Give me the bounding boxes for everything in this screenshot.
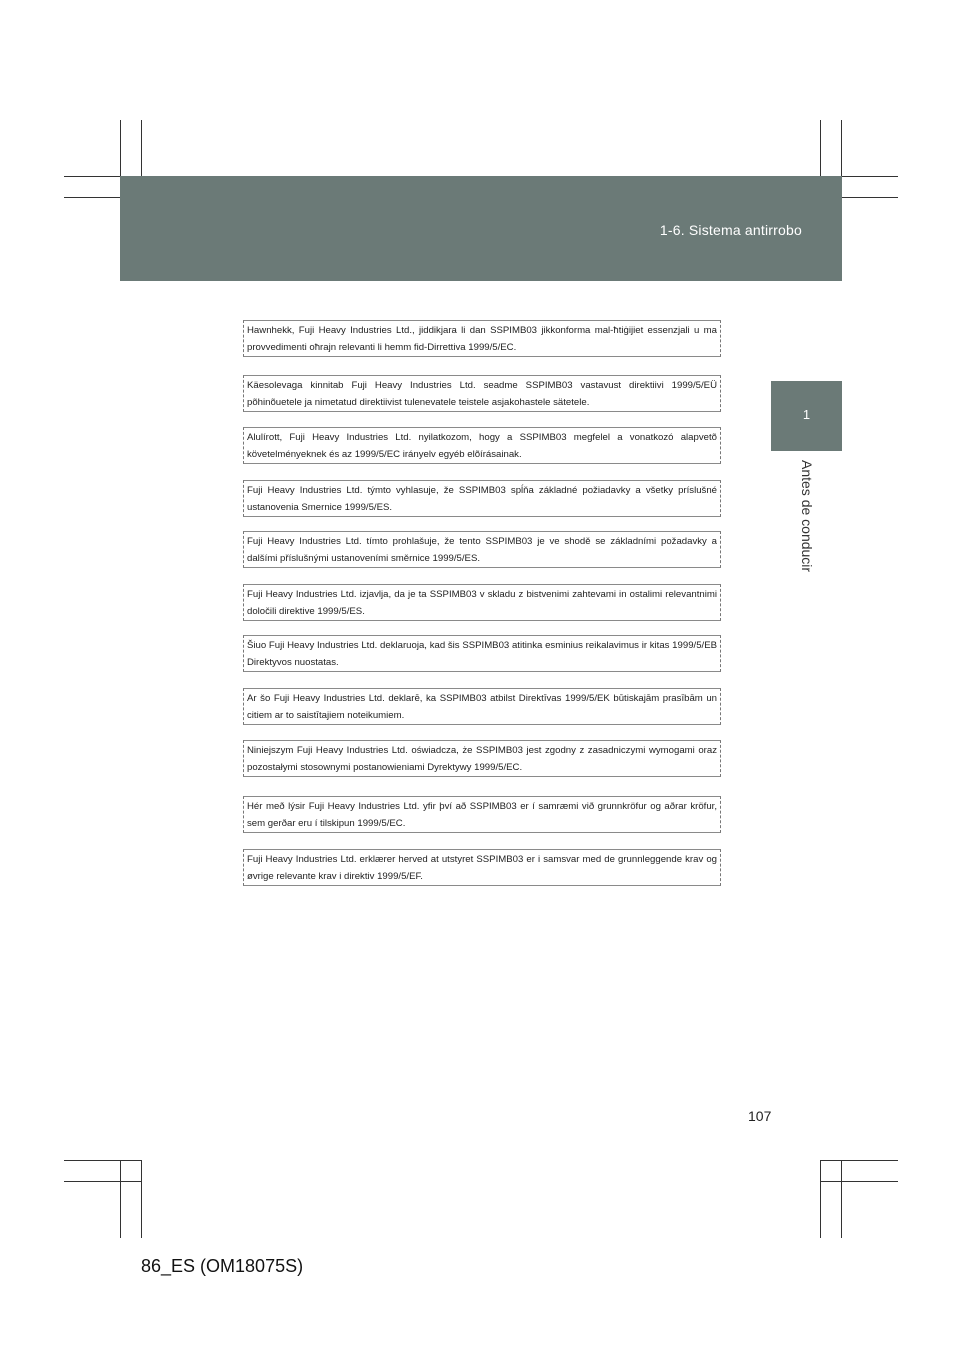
declaration-box: Šiuo Fuji Heavy Industries Ltd. deklaruoja, kad šis SSPIMB03 atitinka esminius reikalavimus ir kitas 1999/5/EB Direktyvos nuostatas. [243, 635, 721, 672]
crop-mark [64, 1181, 142, 1182]
declaration-box: Hawnhekk, Fuji Heavy Industries Ltd., jiddikjara li dan SSPIMB03 jikkonforma mal-ħtiġijiet essenzjali u ma provvedimenti oħrajn relevanti li hemm fid-Dirrettiva 1999/5/EC. [243, 320, 721, 357]
chapter-label [772, 460, 842, 620]
declaration-box: Käesolevaga kinnitab Fuji Heavy Industries Ltd. seadme SSPIMB03 vastavust direktiivi 1999/5/EÜ põhinõuetele ja nimetatud direktiivist tulenevatele teistele asjakohastele sätetele. [243, 375, 721, 412]
crop-mark [141, 1160, 142, 1238]
crop-mark [820, 1160, 821, 1238]
document-code: 86_ES (OM18075S) [141, 1256, 304, 1276]
crop-mark [120, 1160, 121, 1238]
crop-mark [820, 1181, 898, 1182]
chapter-tab [771, 381, 842, 451]
chapter-number: 1 [802, 407, 811, 422]
declaration-box: Ar šo Fuji Heavy Industries Ltd. deklarē, ka SSPIMB03 atbilst Direktīvas 1999/5/EK būtiskajām prasībām un citiem ar to saistītajiem noteikumiem. [243, 688, 721, 725]
declaration-box: Fuji Heavy Industries Ltd. erklærer herved at utstyret SSPIMB03 er i samsvar med de grunnleggende krav og øvrige relevante krav i direktiv 1999/5/EF. [243, 849, 721, 886]
header-band [120, 176, 842, 281]
declaration-box: Hér með lýsir Fuji Heavy Industries Ltd. yfir því að SSPIMB03 er í samræmi við grunnkröfur og aðrar kröfur, sem gerðar eru í tilskipun 1999/5/EC. [243, 796, 721, 833]
page-number: 107 [748, 1108, 772, 1124]
declaration-box: Niniejszym Fuji Heavy Industries Ltd. oświadcza, że SSPIMB03 jest zgodny z zasadniczymi wymogami oraz pozostałymi stosownymi postanowieniami Dyrektywy 1999/5/EC. [243, 740, 721, 777]
declaration-box: Fuji Heavy Industries Ltd. tímto prohlašuje, že tento SSPIMB03 je ve shodě se základními požadavky a dalšími příslušnými ustanoveními směrnice 1999/5/ES. [243, 531, 721, 568]
crop-mark [820, 1160, 898, 1161]
declaration-box: Fuji Heavy Industries Ltd. izjavlja, da je ta SSPIMB03 v skladu z bistvenimi zahtevami in ostalimi relevantnimi določili direktive 1999/5/ES. [243, 584, 721, 621]
chapter-label-text: Antes de conducir [799, 460, 815, 573]
section-title: 1-6. Sistema antirrobo [659, 222, 802, 238]
crop-mark [841, 1160, 842, 1238]
declaration-box: Alulírott, Fuji Heavy Industries Ltd. nyilatkozom, hogy a SSPIMB03 megfelel a vonatkozó alapvetõ követelményeknek és az 1999/5/EC irányelv egyéb elõírásainak. [243, 427, 721, 464]
declaration-box: Fuji Heavy Industries Ltd. týmto vyhlasuje, že SSPIMB03 spĺňa základné požiadavky a všetky príslušné ustanovenia Smernice 1999/5/ES. [243, 480, 721, 517]
crop-mark [64, 1160, 142, 1161]
